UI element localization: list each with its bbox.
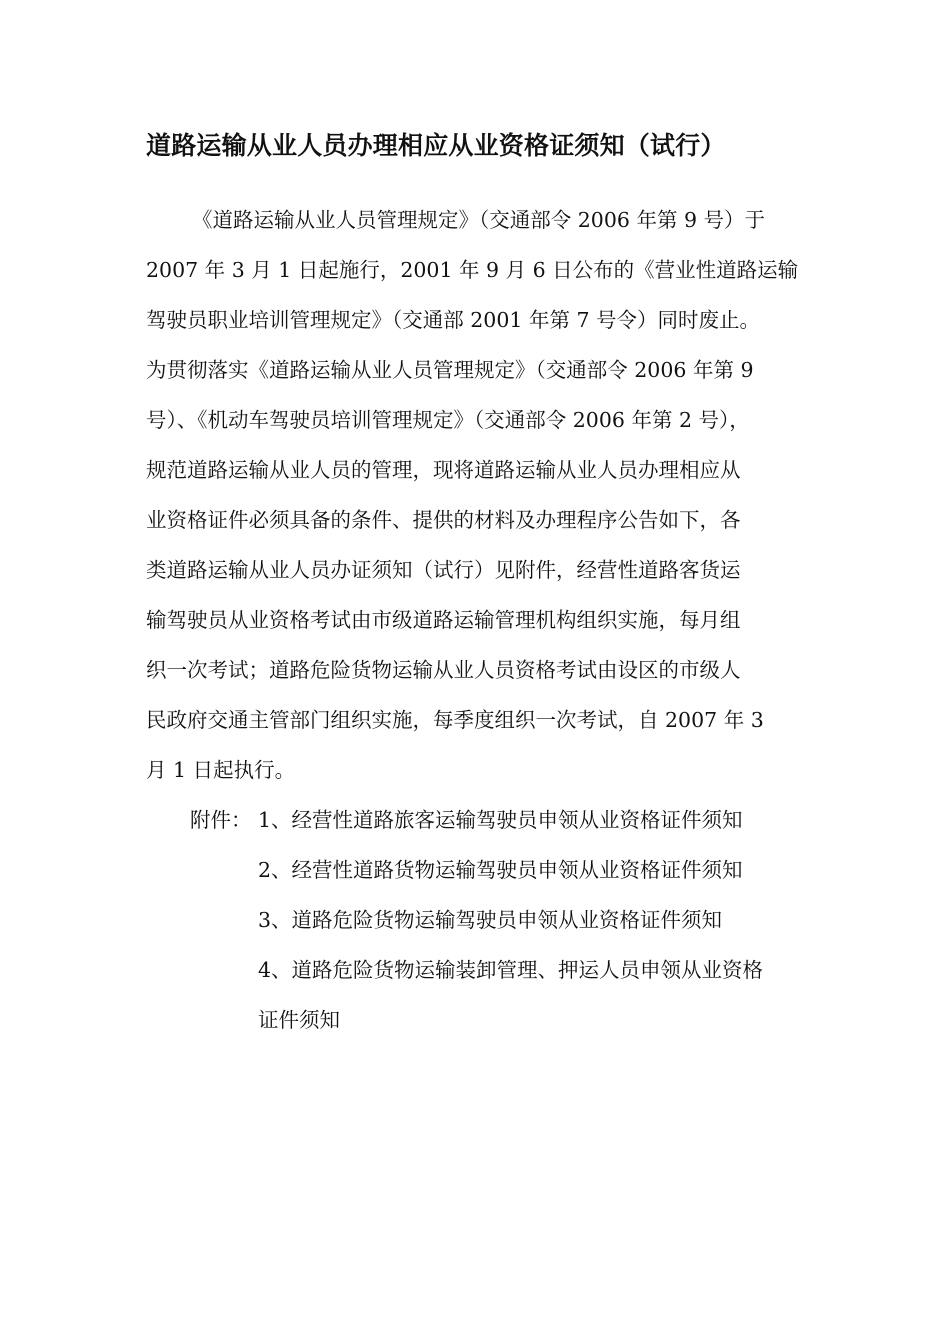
attachment-item: 2、经营性道路货物运输驾驶员申领从业资格证件须知 bbox=[258, 858, 743, 882]
body-line: 织一次考试；道路危险货物运输从业人员资格考试由设区的市级人 bbox=[146, 658, 741, 682]
body-line: 规范道路运输从业人员的管理，现将道路运输从业人员办理相应从 bbox=[146, 458, 741, 482]
document-title: 道路运输从业人员办理相应从业资格证须知（试行） bbox=[146, 131, 726, 160]
attachment-item: 1、经营性道路旅客运输驾驶员申领从业资格证件须知 bbox=[258, 808, 743, 832]
body-line: 类道路运输从业人员办证须知（试行）见附件，经营性道路客货运 bbox=[146, 558, 741, 582]
attachment-item: 证件须知 bbox=[258, 1008, 340, 1032]
body-line: 为贯彻落实《道路运输从业人员管理规定》（交通部令 2006 年第 9 bbox=[146, 358, 754, 382]
body-line: 输驾驶员从业资格考试由市级道路运输管理机构组织实施，每月组 bbox=[146, 608, 741, 632]
body-line: 民政府交通主管部门组织实施，每季度组织一次考试，自 2007 年 3 bbox=[146, 708, 764, 732]
body-line: 2007 年 3 月 1 日起施行，2001 年 9 月 6 日公布的《营业性道路运输 bbox=[146, 258, 799, 282]
attachments-label: 附件： bbox=[190, 808, 252, 832]
body-line: 驾驶员职业培训管理规定》（交通部 2001 年第 7 号令）同时废止。 bbox=[146, 308, 761, 332]
body-line: 业资格证件必须具备的条件、提供的材料及办理程序公告如下，各 bbox=[146, 508, 741, 532]
attachment-item: 4、道路危险货物运输装卸管理、押运人员申领从业资格 bbox=[258, 958, 764, 982]
body-line: 月 1 日起执行。 bbox=[146, 758, 296, 782]
body-line: 号）、《机动车驾驶员培训管理规定》（交通部令 2006 年第 2 号）， bbox=[146, 408, 750, 432]
attachment-item: 3、道路危险货物运输驾驶员申领从业资格证件须知 bbox=[258, 908, 723, 932]
body-line: 《道路运输从业人员管理规定》（交通部令 2006 年第 9 号）于 bbox=[192, 208, 766, 232]
